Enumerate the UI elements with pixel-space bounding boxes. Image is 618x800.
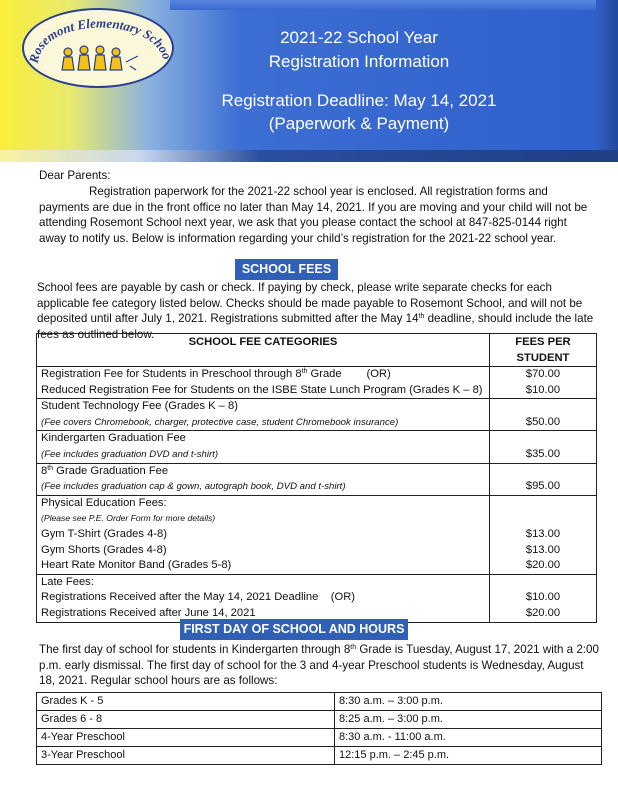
fee-table-header-row (37, 334, 597, 367)
registration-fee-amount: $70.00 (525, 368, 561, 380)
eighth-grade-graduation-fee-amount: $95.00 (525, 480, 561, 493)
fee-row-eighth-grade-graduation (37, 463, 597, 495)
fee-category-column-header: SCHOOL FEE CATEGORIES (37, 334, 490, 367)
fee-table (36, 333, 597, 623)
technology-fee-amount: $50.00 (525, 415, 561, 428)
salutation: Dear Parents: (39, 169, 111, 182)
kindergarten-graduation-fee-note: (Fee includes graduation DVD and t-shirt) (41, 448, 219, 460)
hours-row (37, 711, 602, 729)
first-day-heading: FIRST DAY OF SCHOOL AND HOURS (180, 619, 408, 640)
gym-tshirt-amount: $13.00 (525, 527, 561, 540)
hours-time: 8:30 a.m. – 3:00 p.m. (335, 693, 602, 711)
school-logo (22, 8, 174, 88)
children-figures-icon (62, 46, 138, 70)
gym-tshirt-label: Gym T-Shirt (Grades 4-8) (41, 527, 167, 540)
hours-grade: Grades 6 - 8 (37, 711, 335, 729)
hours-row (37, 693, 602, 711)
hours-time: 8:30 a.m. - 11:00 a.m. (335, 729, 602, 747)
late-fee-deadline-amount: $10.00 (525, 591, 561, 604)
school-fees-heading: SCHOOL FEES (235, 259, 338, 280)
fee-row-technology (37, 399, 597, 431)
school-logo-art (24, 10, 176, 90)
pe-fees-label: Physical Education Fees: (41, 496, 167, 509)
late-fee-june-label: Registrations Received after June 14, 2021 (41, 606, 256, 619)
technology-fee-label: Student Technology Fee (Grades K – 8) (41, 400, 238, 413)
banner-right-edge (596, 0, 618, 162)
paperwork-payment-note: (Paperwork & Payment) (268, 114, 450, 133)
first-day-paragraph: The first day of school for students in Kindergarten through 8th Grade is Tuesday, August 17, 2021 with a 2:00 p.m. early dismissal. The first day of school for the 3 and 4-year Preschool students is Wednesday, August 18, 2021. Regular school hours are as follows: (39, 643, 599, 687)
fee-row-kindergarten-graduation (37, 431, 597, 463)
fee-amount-column-header: FEES PER STUDENT (489, 334, 596, 367)
banner-top-edge (170, 0, 618, 10)
reduced-registration-fee-label: Reduced Registration Fee for Students on the ISBE State Lunch Program (Grades K – 8) (41, 383, 483, 396)
hours-grade: 4-Year Preschool (37, 729, 335, 747)
hours-time: 12:15 p.m. – 2:45 p.m. (335, 747, 602, 765)
fee-row-late-fees (37, 574, 597, 622)
logo-text: Rosemont Elementary Schoo (25, 15, 176, 65)
school-fees-paragraph: School fees are payable by cash or check. If paying by check, please write separate checks for each applicable fee category listed below. Checks should be made payable to Rosemont School, and will not be deposited until after July 1, 2021. Registrations submitted after the May 14th deadline, should include the late fees as outlined below. (37, 281, 594, 341)
fee-row-registration (37, 367, 597, 399)
fee-row-physical-education (37, 495, 597, 574)
kindergarten-graduation-fee-label: Kindergarten Graduation Fee (41, 432, 186, 445)
banner-bottom-edge (0, 150, 618, 162)
reduced-registration-fee-amount: $10.00 (525, 383, 561, 396)
eighth-grade-graduation-fee-label: 8th Grade Graduation Fee (41, 464, 169, 477)
hours-row (37, 729, 602, 747)
gym-shorts-label: Gym Shorts (Grades 4-8) (41, 543, 167, 556)
hours-grade: 3-Year Preschool (37, 747, 335, 765)
late-fees-label: Late Fees: (41, 575, 94, 588)
eighth-grade-graduation-fee-note: (Fee includes graduation cap & gown, autograph book, DVD and t-shirt) (41, 481, 346, 493)
technology-fee-note: (Fee covers Chromebook, charger, protective case, student Chromebook insurance) (41, 416, 399, 428)
pe-fees-note: (Please see P.E. Order Form for more details) (41, 513, 216, 524)
gym-shorts-amount: $13.00 (525, 543, 561, 556)
kindergarten-graduation-fee-amount: $35.00 (525, 447, 561, 460)
late-fee-june-amount: $20.00 (525, 606, 561, 619)
registration-deadline: Registration Deadline: May 14, 2021 (221, 91, 497, 110)
registration-fee-label: Registration Fee for Students in Preschool through 8th Grade (OR) (41, 368, 391, 380)
intro-paragraph: Registration paperwork for the 2021-22 school year is enclosed. All registration forms and payments are due in the front office no later than May 14, 2021. If you are moving and your child will not be attending Rosemont School next year, we ask that you please contact the school at 847-825-0144 right away to notify us. Below is information regarding your child’s registration for the 2021-22 school year. (39, 185, 588, 245)
school-year-title: 2021-22 School Year (280, 28, 438, 47)
heart-rate-band-label: Heart Rate Monitor Band (Grades 5-8) (41, 559, 232, 572)
school-hours-table (36, 692, 602, 765)
registration-info-title: Registration Information (268, 52, 450, 71)
heart-rate-band-amount: $20.00 (525, 559, 561, 572)
hours-row (37, 747, 602, 765)
hours-grade: Grades K - 5 (37, 693, 335, 711)
late-fee-deadline-label: Registrations Received after the May 14, 2021 Deadline (OR) (41, 591, 356, 604)
hours-time: 8:25 a.m. – 3:00 p.m. (335, 711, 602, 729)
header-banner (0, 0, 618, 162)
